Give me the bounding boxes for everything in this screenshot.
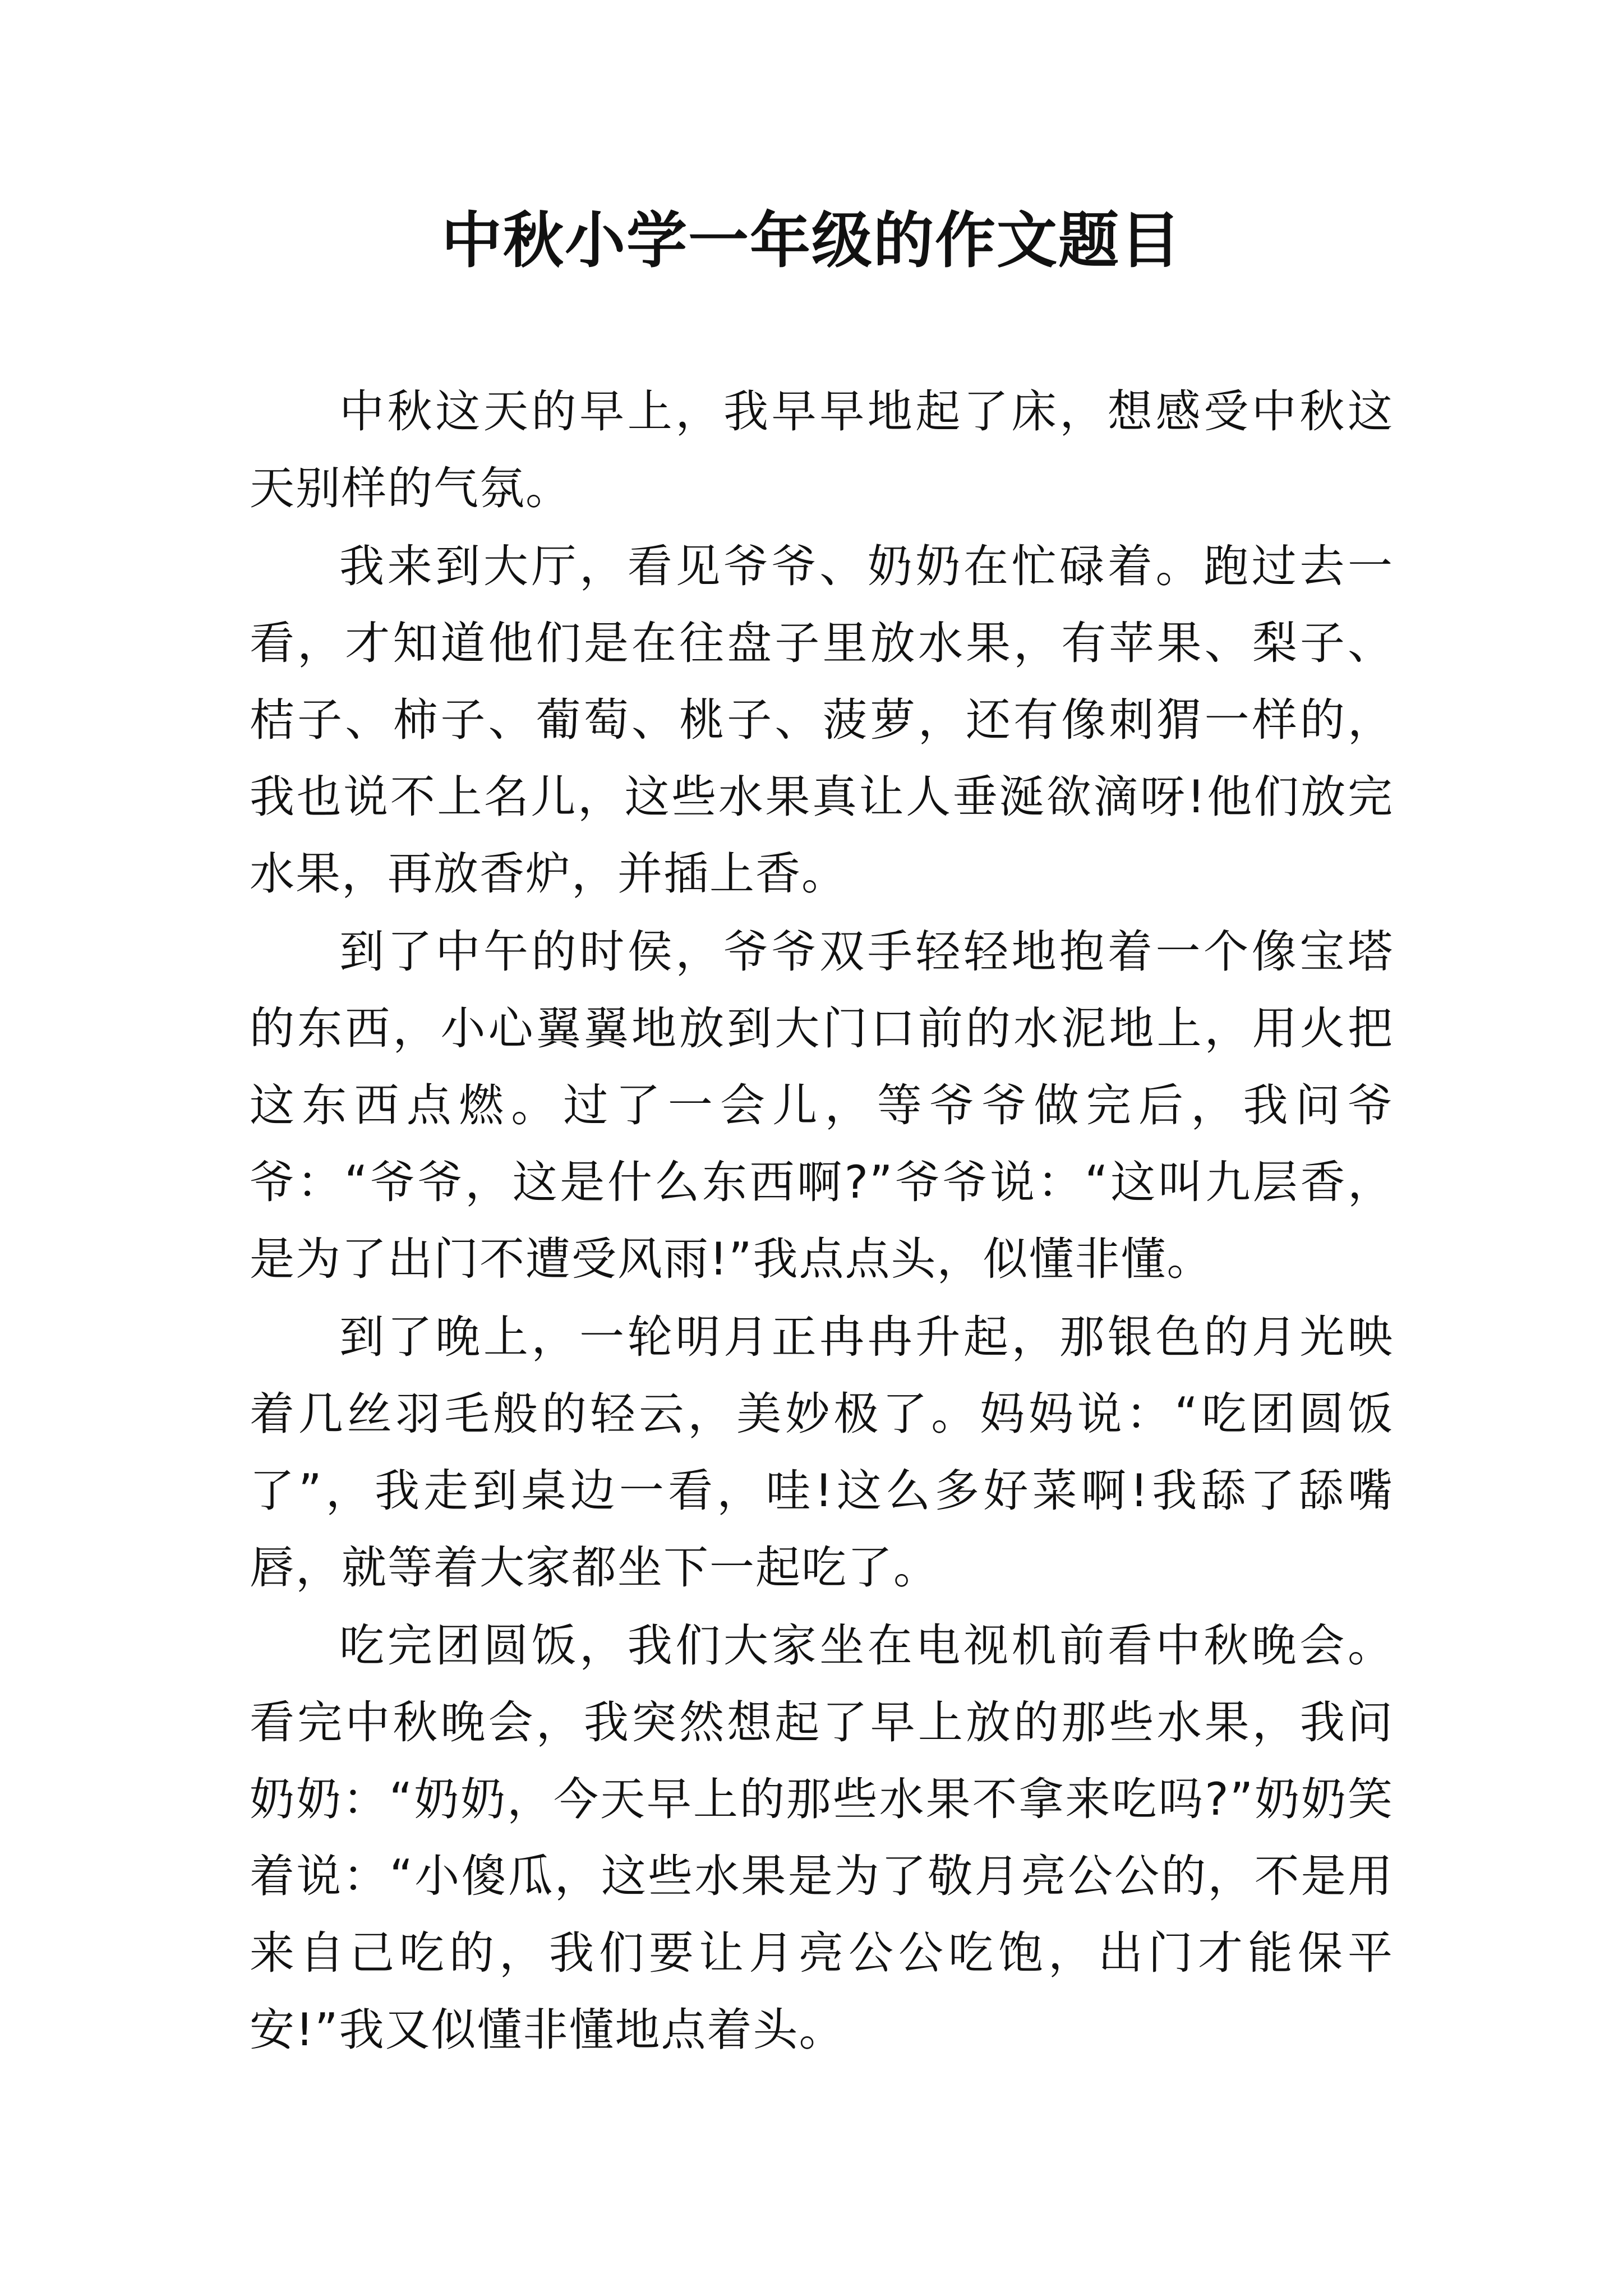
- paragraph-2: 我来到大厅，看见爷爷、奶奶在忙碌着。跑过去一看，才知道他们是在往盘子里放水果，有苹果、梨子、桔子、柿子、葡萄、桃子、菠萝，还有像刺猬一样的，我也说不上名儿，这些水果真让人垂涎欲滴呀!他们放完水果，再放香炉，并插上香。: [250, 540, 1394, 900]
- paragraph-1: 中秋这天的早上，我早早地起了床，想感受中秋这天别样的气氛。: [250, 385, 1394, 514]
- paragraph-4: 到了晚上，一轮明月正冉冉升起，那银色的月光映着几丝羽毛般的轻云，美妙极了。妈妈说：“吃团圆饭了”，我走到桌边一看，哇!这么多好菜啊!我舔了舔嘴唇，就等着大家都坐下一起吃了。: [250, 1311, 1394, 1594]
- document-title: 中秋小学一年级的作文题目: [441, 206, 1182, 276]
- paragraph-3: 到了中午的时侯，爷爷双手轻轻地抱着一个像宝塔的东西，小心翼翼地放到大门口前的水泥地上，用火把这东西点燃。过了一会儿，等爷爷做完后，我问爷爷：“爷爷，这是什么东西啊?”爷爷说：“这叫九层香，是为了出门不遭受风雨!”我点点头，似懂非懂。: [250, 926, 1394, 1285]
- document-body: [250, 373, 1394, 2068]
- paragraph-5: 吃完团圆饭，我们大家坐在电视机前看中秋晚会。看完中秋晚会，我突然想起了早上放的那些水果，我问奶奶：“奶奶，今天早上的那些水果不拿来吃吗?”奶奶笑着说：“小傻瓜，这些水果是为了敬月亮公公的，不是用来自己吃的，我们要让月亮公公吃饱，出门才能保平安!”我又似懂非懂地点着头。: [250, 1619, 1394, 2056]
